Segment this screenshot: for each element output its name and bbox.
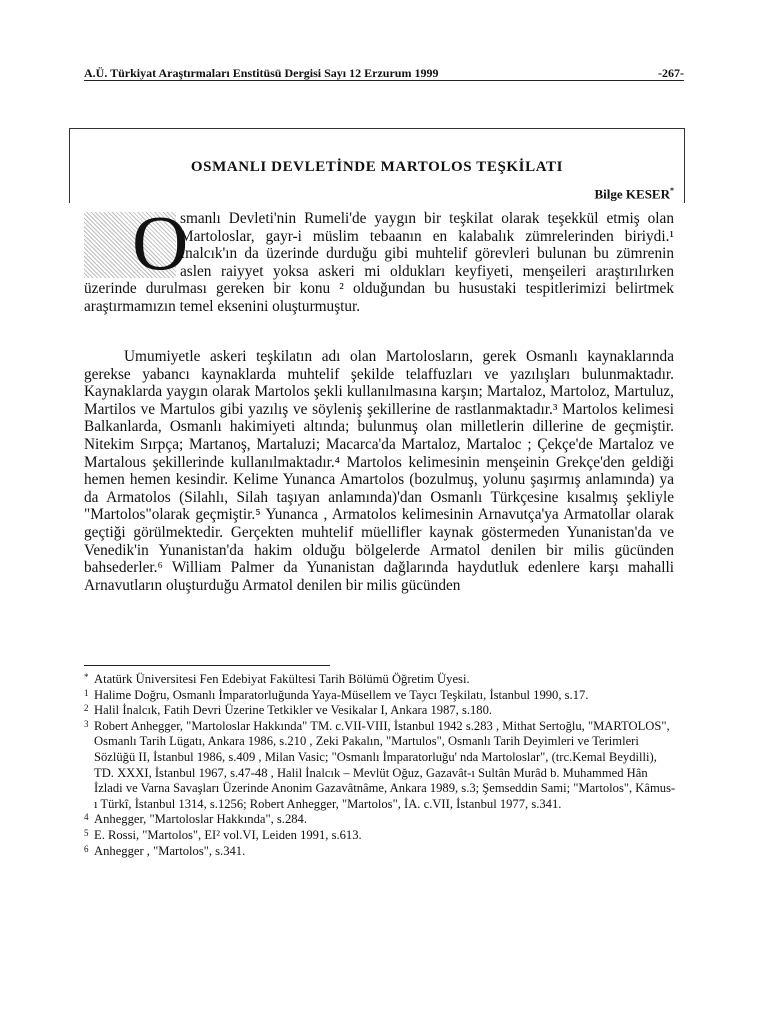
author-name: Bilge KESER: [594, 186, 670, 202]
drop-cap-ornament: [84, 199, 189, 286]
footnote-rule: [84, 665, 330, 666]
title-box: [69, 128, 685, 203]
footnote-mark: 2: [84, 703, 89, 714]
header-rule: [84, 80, 684, 81]
page-number: -267-: [658, 66, 684, 80]
footnote-mark: 4: [84, 812, 89, 823]
paragraph-2: Umumiyetle askeri teşkilatın adı olan Martolosların, gerek Osmanlı kaynaklarında gerekse yabancı kaynaklarda muhtelif şekilde telaffuzları ve yazılışları bulunmaktadır. Kaynaklarda yaygın olarak Martolos şekli kullanılmasına karşın; Martaloz, Martoloz, Martuluz, Martilos ve Martulos gibi yazılış ve söyleniş şekillerine de rastlanmaktadır.³ Martolos kelimesi Balkanlarda, Osmanlı hakimiyeti altında; bulunmuş olan milletlerin dillerine de geçmiştir. Nitekim Sırpça; Martanoş, Martaluzi; Macarca'da Martaloz, Martaloc ; Çekçe'de Martaloz ve Martalous şekillerinde kullanılmaktadır.⁴ Martolos kelimesinin menşeinin Grekçe'den geldiği hemen hemen kesindir. Kelime Yunanca Amartolos (bozulmuş, yolunu şaşırmış anlamında) ya da Armatolos (Silahlı, Silah taşıyan anlamında)'dan Osmanlı Türkçesine kısalmış şekliyle "Martolos"olarak geçmiştir.⁵ Yunanca , Armatolos kelimesinin Arnavutça'ya Armatollar olarak geçtiği görülmektedir. Gerçekten muhtelif müellifler kaynak göstermeden Yunanistan'da ve Venedik'in Yunanistan'da hakim olduğu bölgelerde Armatol denilen bir milis gücünden bahsederler.⁶ William Palmer da Yunanistan dağlarında haydutluk edenlere karşı mahalli Arnavutların oluşturduğu Armatol denilen bir milis gücünden: [84, 348, 674, 594]
footnote: [84, 812, 678, 828]
footnote-text: Halime Doğru, Osmanlı İmparatorluğunda Yaya-Müsellem ve Taycı Teşkilatı, İstanbul 1990, s.17.: [94, 687, 589, 702]
footnote: [84, 703, 678, 719]
footnote-mark: 1: [84, 687, 89, 698]
author-footnote-mark: *: [670, 186, 674, 195]
footnote-text: E. Rossi, "Martolos", EI² vol.VI, Leiden 1991, s.613.: [94, 827, 362, 842]
footnote-mark: 3: [84, 718, 89, 729]
drop-cap-letter: O: [132, 199, 189, 286]
footnote-mark: 6: [84, 843, 89, 854]
article-title: OSMANLI DEVLETİNDE MARTOLOS TEŞKİLATI: [190, 159, 564, 175]
footnote-text: Robert Anhegger, "Martoloslar Hakkında" TM. c.VII-VIII, İstanbul 1942 s.283 , Mithat Sertoğlu, "MARTOLOS", Osmanlı Tarih Lügatı, Ankara 1986, s.210 , Zeki Pakalın, "Martulos", Osmanlı Tarih Deyimleri ve Terimleri Sözlüğü II, İstanbul 1986, s.409 , Milan Vasic; "Osmanlı İmparatorluğu' nda Martoloslar", (trc.Kemal Beydilli), TD. XXXI, İstanbul 1967, s.47-48 , Halil İnalcık – Mevlüt Oğuz, Gazavât-ı Sultân Murâd b. Muhammed Hân İzladi ve Varna Savaşları Üzerinde Anonim Gazavâtnâme, Ankara 1989, s.3; Şemseddin Sami; "Martolos", Kâmus-ı Türkî, İstanbul 1314, s.1256; Robert Anhegger, "Martolos", İA. c.VII, İstanbul 1977, s.341.: [94, 718, 676, 811]
footnote-mark: *: [84, 672, 89, 682]
footnote-text: Anhegger, "Martoloslar Hakkında", s.284.: [94, 812, 307, 827]
footnote-mark: 5: [84, 827, 89, 838]
journal-citation: A.Ü. Türkiyat Araştırmaları Enstitüsü Dergisi Sayı 12 Erzurum 1999: [84, 66, 439, 80]
footnotes: [84, 672, 678, 859]
footnote: [84, 844, 678, 860]
article-body: [84, 199, 674, 594]
author-line: [595, 186, 675, 202]
footnote: [84, 688, 678, 704]
footnote: [84, 719, 678, 813]
footnote-text: Atatürk Üniversitesi Fen Edebiyat Fakültesi Tarih Bölümü Öğretim Üyesi.: [94, 672, 470, 686]
paragraph-1-text: smanlı Devleti'nin Rumeli'de yaygın bir teşkilat olarak teşekkül etmiş olan Martoloslar, gayr-i müslim tebaanın en kalabalık zümrelerinden biriydi.¹ İnalcık'ın da üzerinde durduğu gibi muhtelif görevleri bulunan bu zümrenin aslen raiyyet yoksa askeri mi oldukları keyfiyeti, menşeileri araştırılırken üzerinde durulması gereken bir konu ² olduğundan bu husustaki tespitlerimizi belirtmek araştırmamızın temel eksenini oluşturmuştur.: [84, 210, 674, 315]
footnote: [84, 828, 678, 844]
footnote-text: Anhegger , "Martolos", s.341.: [94, 843, 246, 858]
footnote-text: Halil İnalcık, Fatih Devri Üzerine Tetkikler ve Vesikalar I, Ankara 1987, s.180.: [94, 703, 493, 718]
paragraph-1: [84, 199, 674, 334]
footnote: [84, 672, 678, 688]
